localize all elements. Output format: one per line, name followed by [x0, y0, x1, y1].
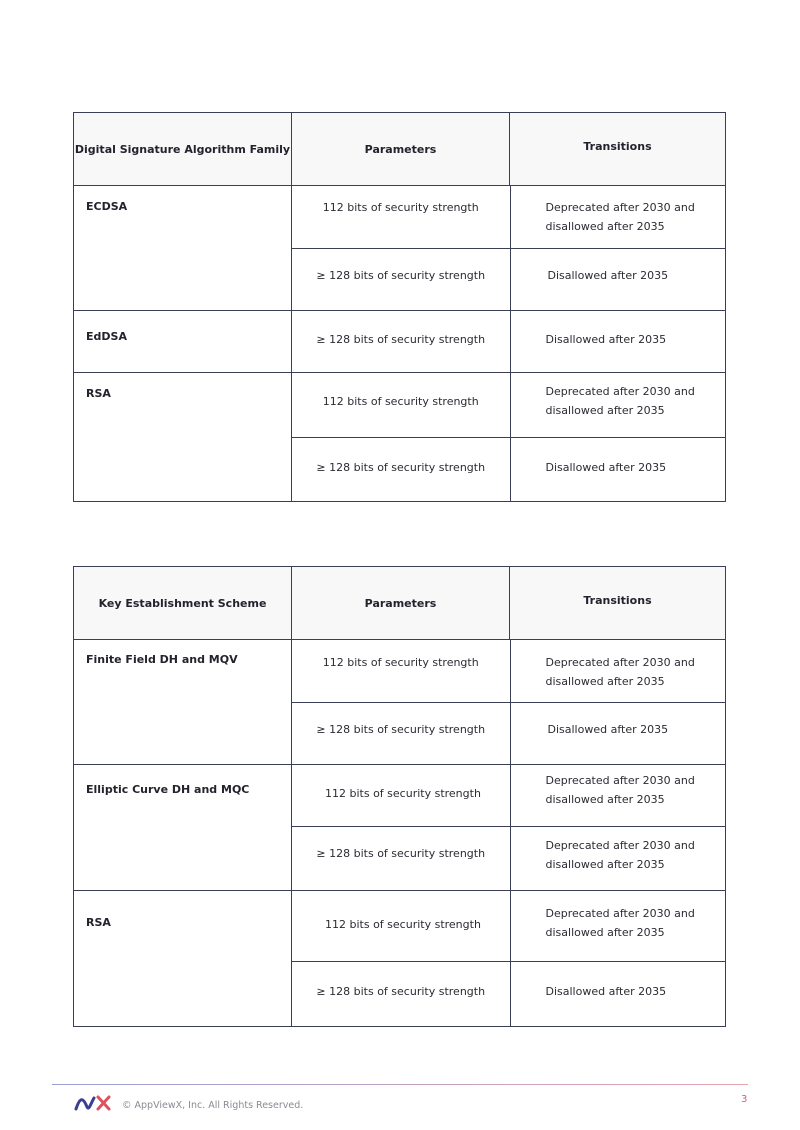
- header-cell: [509, 113, 725, 185]
- header-cell: [74, 567, 291, 639]
- transition-line: Deprecated after 2030 and: [545, 774, 695, 787]
- parameter-text: ≥ 128 bits of security strength: [316, 269, 486, 282]
- footer-divider: [52, 1084, 748, 1085]
- header-transitions: Transitions: [583, 594, 652, 607]
- family-group-ecdsa: [74, 185, 725, 310]
- transition-line: Disallowed after 2035: [547, 269, 669, 282]
- table-row: [291, 765, 725, 826]
- family-group-ffdh: [74, 639, 725, 764]
- transition-line: disallowed after 2035: [545, 219, 665, 233]
- transition-line: Deprecated after 2030 and: [545, 201, 695, 214]
- transition-line: Disallowed after 2035: [547, 723, 669, 736]
- table-row: [291, 437, 725, 501]
- table-row: [291, 248, 725, 310]
- parameter-text: 112 bits of security strength: [325, 787, 481, 800]
- table-row: [291, 640, 725, 702]
- header-cell: [509, 567, 725, 639]
- header-transitions: Transitions: [583, 140, 652, 153]
- family-name: RSA: [86, 387, 111, 400]
- transition-line: disallowed after 2035: [545, 926, 665, 939]
- transition-line: Deprecated after 2030 and: [545, 656, 695, 669]
- transition-line: disallowed after 2035: [545, 674, 665, 688]
- parameter-text: ≥ 128 bits of security strength: [316, 723, 486, 736]
- parameter-text: ≥ 128 bits of security strength: [316, 461, 486, 474]
- transition-line: Deprecated after 2030 and: [545, 907, 695, 920]
- parameter-text: ≥ 128 bits of security strength: [316, 847, 486, 860]
- parameter-text: 112 bits of security strength: [322, 656, 479, 669]
- header-scheme: Key Establishment Scheme: [98, 597, 267, 610]
- transition-line: Disallowed after 2035: [545, 985, 667, 998]
- table-row: [291, 702, 725, 764]
- family-group-rsa: [74, 372, 725, 501]
- family-group-rsa-ke: [74, 890, 725, 1026]
- transition-line: Deprecated after 2030 and: [545, 385, 695, 398]
- family-name: EdDSA: [86, 330, 127, 343]
- transition-line: Disallowed after 2035: [545, 461, 667, 474]
- table-row: [291, 186, 725, 248]
- family-name: RSA: [86, 916, 111, 929]
- transition-line: disallowed after 2035: [545, 793, 665, 806]
- header-cell: [74, 113, 291, 185]
- parameter-text: 112 bits of security strength: [325, 918, 481, 931]
- transition-line: Disallowed after 2035: [545, 333, 667, 346]
- transition-line: disallowed after 2035: [545, 403, 665, 417]
- family-name: Finite Field DH and MQV: [86, 653, 238, 666]
- parameter-text: 112 bits of security strength: [322, 201, 479, 214]
- family-group-ecdh: [74, 764, 725, 890]
- transition-line: disallowed after 2035: [545, 858, 665, 871]
- family-name: ECDSA: [86, 200, 128, 213]
- parameter-text: ≥ 128 bits of security strength: [316, 985, 486, 998]
- header-parameters: Parameters: [364, 597, 437, 610]
- key-establishment-table: [73, 566, 726, 1027]
- transition-line: Deprecated after 2030 and: [545, 839, 695, 852]
- header-cell: [291, 113, 509, 185]
- header-family: Digital Signature Algorithm Family: [74, 143, 291, 156]
- appviewx-logo-icon: [74, 1093, 112, 1113]
- family-group-eddsa: [74, 310, 725, 372]
- table-row: [291, 826, 725, 890]
- parameter-text: 112 bits of security strength: [322, 395, 479, 408]
- table-header-row: [74, 567, 725, 639]
- family-name: Elliptic Curve DH and MQC: [86, 783, 250, 796]
- page-number: 3: [741, 1094, 748, 1105]
- copyright-text: © AppViewX, Inc. All Rights Reserved.: [122, 1100, 304, 1111]
- table-row: [291, 373, 725, 437]
- table-row: [291, 891, 725, 961]
- header-cell: [291, 567, 509, 639]
- table-row: [291, 961, 725, 1026]
- parameter-text: ≥ 128 bits of security strength: [316, 333, 486, 346]
- signature-algorithm-table: [73, 112, 726, 502]
- header-parameters: Parameters: [364, 143, 437, 156]
- table-row: [291, 311, 725, 372]
- table-header-row: [74, 113, 725, 185]
